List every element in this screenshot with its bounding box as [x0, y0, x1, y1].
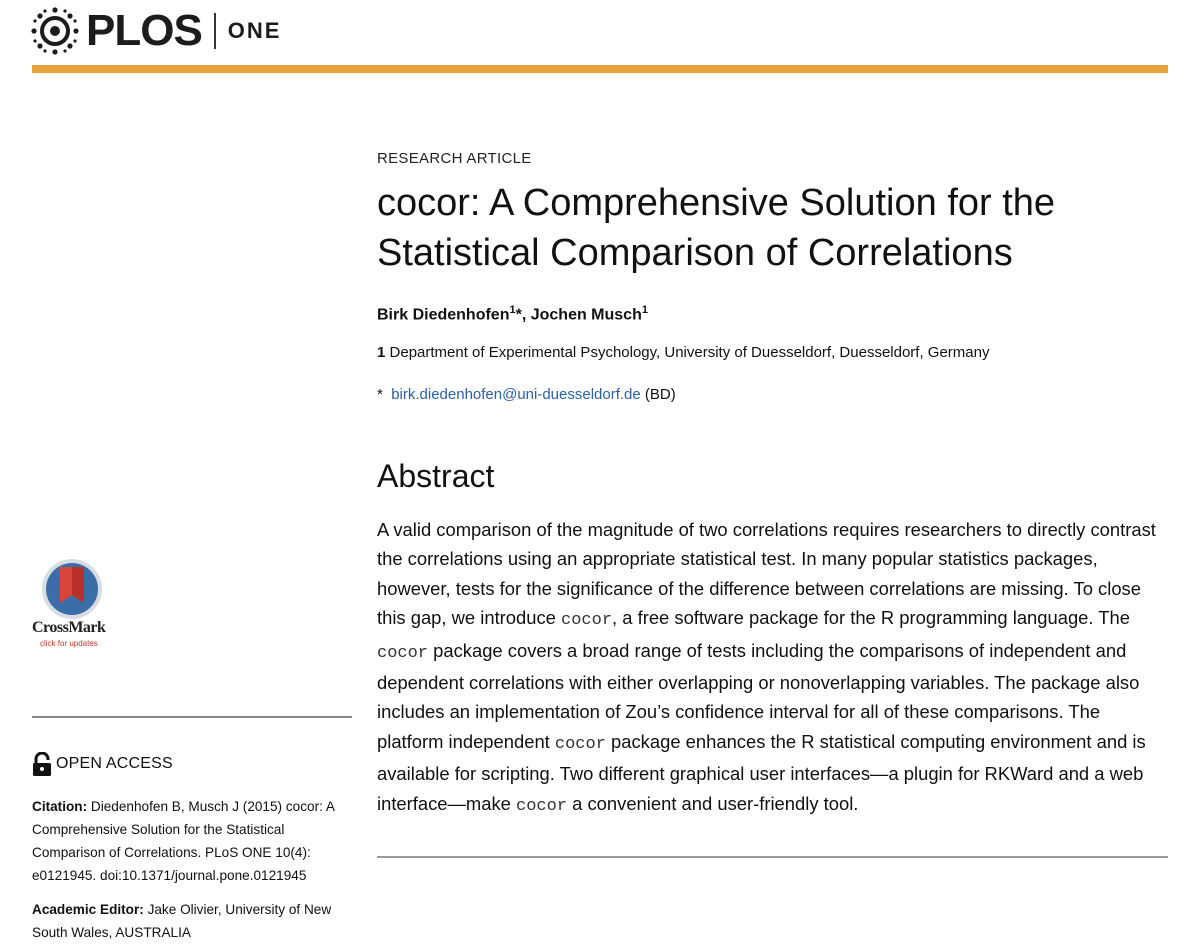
journal-name: ONE [227, 18, 282, 43]
code-term: cocor [377, 643, 429, 663]
author-name[interactable]: Birk Diedenhofen [377, 306, 510, 324]
citation-text: Diedenhofen B, Musch J (2015) cocor: A Comprehensive Solution for the Statistical Comparison of Correlations. PLoS ONE 10(4): e0121945. doi:10.1371/journal.pone.0121945 [32, 799, 335, 883]
editor-text: Jake Olivier, University of New South Wales, AUSTRALIA [32, 902, 332, 940]
header-accent-bar [32, 65, 1168, 73]
open-access-label: OPEN ACCESS [56, 755, 173, 772]
abstract-divider [377, 856, 1168, 858]
author-affiliation-ref[interactable]: 1 [509, 304, 516, 316]
code-term: cocor [561, 611, 613, 631]
crossmark-icon [32, 553, 118, 619]
abstract-heading: Abstract [377, 458, 495, 494]
plos-one-logo[interactable] [30, 6, 281, 56]
abstract-text-segment: , a free software package for the R programming language. The [612, 607, 1130, 629]
academic-editor [32, 898, 352, 944]
crossmark-label: CrossMark [32, 619, 106, 636]
affiliation-text: Department of Experimental Psychology, University of Duesseldorf, Duesseldorf, Germany [389, 344, 990, 361]
crossmark-subtitle: click for updates [40, 639, 98, 648]
abstract-text-segment: package covers a broad range of tests including the comparisons of independent and dependent correlations with either overlapping or nonoverlapping variables. The package also includes an implementation of Zou’s confidence interval for all of these comparisons. The platform independent [377, 639, 1140, 752]
author-affiliation-ref[interactable]: 1 [641, 304, 648, 316]
abstract-text-segment: a convenient and user-friendly tool. [567, 792, 859, 814]
article-title: cocor: A Comprehensive Solution for the Statistical Comparison of Correlations [377, 182, 1056, 274]
open-lock-icon [32, 752, 52, 776]
correspondence [377, 386, 676, 403]
open-access-badge [32, 750, 173, 778]
publisher-name: PLOS [86, 6, 202, 55]
logo-divider [214, 13, 216, 49]
citation-label: Citation: [32, 799, 88, 814]
abstract-body [377, 515, 1169, 821]
editor-label: Academic Editor: [32, 902, 144, 917]
author-list: Birk Diedenhofen$^1$*, Jochen Musch$^1$ [377, 304, 648, 324]
abstract-text-segment: package enhances the R statistical computing environment and is available for scripting. Two different graphical user interfaces—a plugin for RKWard and a web interface—make [377, 730, 1146, 814]
journal-header [0, 0, 1200, 80]
correspondence-initials: (BD) [644, 386, 676, 403]
citation [32, 795, 352, 887]
crossmark-badge[interactable] [32, 553, 118, 653]
article-type: RESEARCH ARTICLE [377, 150, 532, 167]
affiliation-number: 1 [377, 344, 386, 361]
sidebar-divider [32, 716, 352, 718]
corresponding-mark: * [515, 306, 522, 324]
abstract-text-segment: A valid comparison of the magnitude of two correlations requires researchers to directly contrast the correlations using an appropriate statistical test. In many popular statistics packages, however, tests for the significance of the difference between correlations are missing. To close this gap, we introduce [377, 519, 1156, 629]
plos-globe-icon [30, 6, 80, 56]
correspondence-marker: * [377, 386, 383, 403]
email-link[interactable]: birk.diedenhofen@uni-duesseldorf.de [391, 386, 641, 403]
affiliation [377, 344, 990, 361]
code-term: cocor [516, 796, 568, 816]
author-name[interactable]: Jochen Musch [530, 306, 642, 324]
code-term: cocor [554, 734, 606, 754]
